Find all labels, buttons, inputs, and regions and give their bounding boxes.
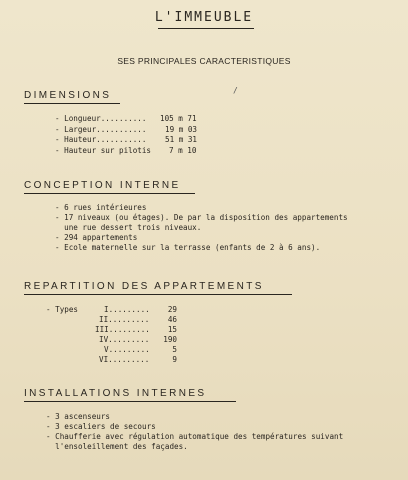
title-underline xyxy=(158,28,254,29)
conception-line: - 294 appartements xyxy=(55,233,138,242)
section-heading-repartition: REPARTITION DES APPARTEMENTS xyxy=(24,281,264,292)
page-subtitle: SES PRINCIPALES CARACTERISTIQUES xyxy=(117,56,291,66)
dimension-value: 105 m 71 xyxy=(160,114,197,123)
section-underline-conception xyxy=(24,193,195,194)
dimension-value: 51 m 31 xyxy=(165,135,198,144)
type-label: VI......... xyxy=(99,355,150,364)
conception-line: - 17 niveaux (ou étages). De par la disposition des appartements xyxy=(55,213,348,222)
section-underline-installations xyxy=(24,401,236,402)
installation-line: - Chaufferie avec régulation automatique des températures suivant xyxy=(46,432,344,441)
installation-line: l'ensoleillement des façades. xyxy=(46,442,188,451)
type-label: IV......... xyxy=(99,335,150,344)
dimension-label: - Hauteur sur pilotis xyxy=(55,146,152,155)
section-heading-dimensions: DIMENSIONS xyxy=(24,90,112,101)
type-count: 5 xyxy=(172,345,177,354)
installation-line: - 3 ascenseurs xyxy=(46,412,111,421)
conception-line: - 6 rues intérieures xyxy=(55,203,147,212)
pencil-mark: / xyxy=(233,86,238,95)
conception-line: une rue dessert trois niveaux. xyxy=(55,223,202,232)
dimension-value: 7 m 10 xyxy=(169,146,197,155)
type-label: V......... xyxy=(104,345,150,354)
page-title: L'IMMEUBLE xyxy=(154,10,254,25)
types-label: - Types xyxy=(46,305,79,314)
installation-line: - 3 escaliers de secours xyxy=(46,422,156,431)
type-count: 15 xyxy=(167,325,177,334)
type-label: II......... xyxy=(99,315,150,324)
type-label: III......... xyxy=(95,325,150,334)
section-underline-repartition xyxy=(24,294,292,295)
dimension-value: 19 m 03 xyxy=(165,125,198,134)
dimension-label: - Hauteur........... xyxy=(55,135,147,144)
conception-line: - Ecole maternelle sur la terrasse (enfants de 2 à 6 ans). xyxy=(55,243,321,252)
type-label: I......... xyxy=(104,305,150,314)
type-count: 9 xyxy=(172,355,177,364)
type-count: 190 xyxy=(163,335,177,344)
section-underline-dimensions xyxy=(24,103,120,104)
type-count: 46 xyxy=(167,315,177,324)
section-heading-installations: INSTALLATIONS INTERNES xyxy=(24,388,207,399)
type-count: 29 xyxy=(167,305,177,314)
dimension-label: - Longueur.......... xyxy=(55,114,147,123)
section-heading-conception: CONCEPTION INTERNE xyxy=(24,180,181,191)
dimension-label: - Largeur........... xyxy=(55,125,147,134)
